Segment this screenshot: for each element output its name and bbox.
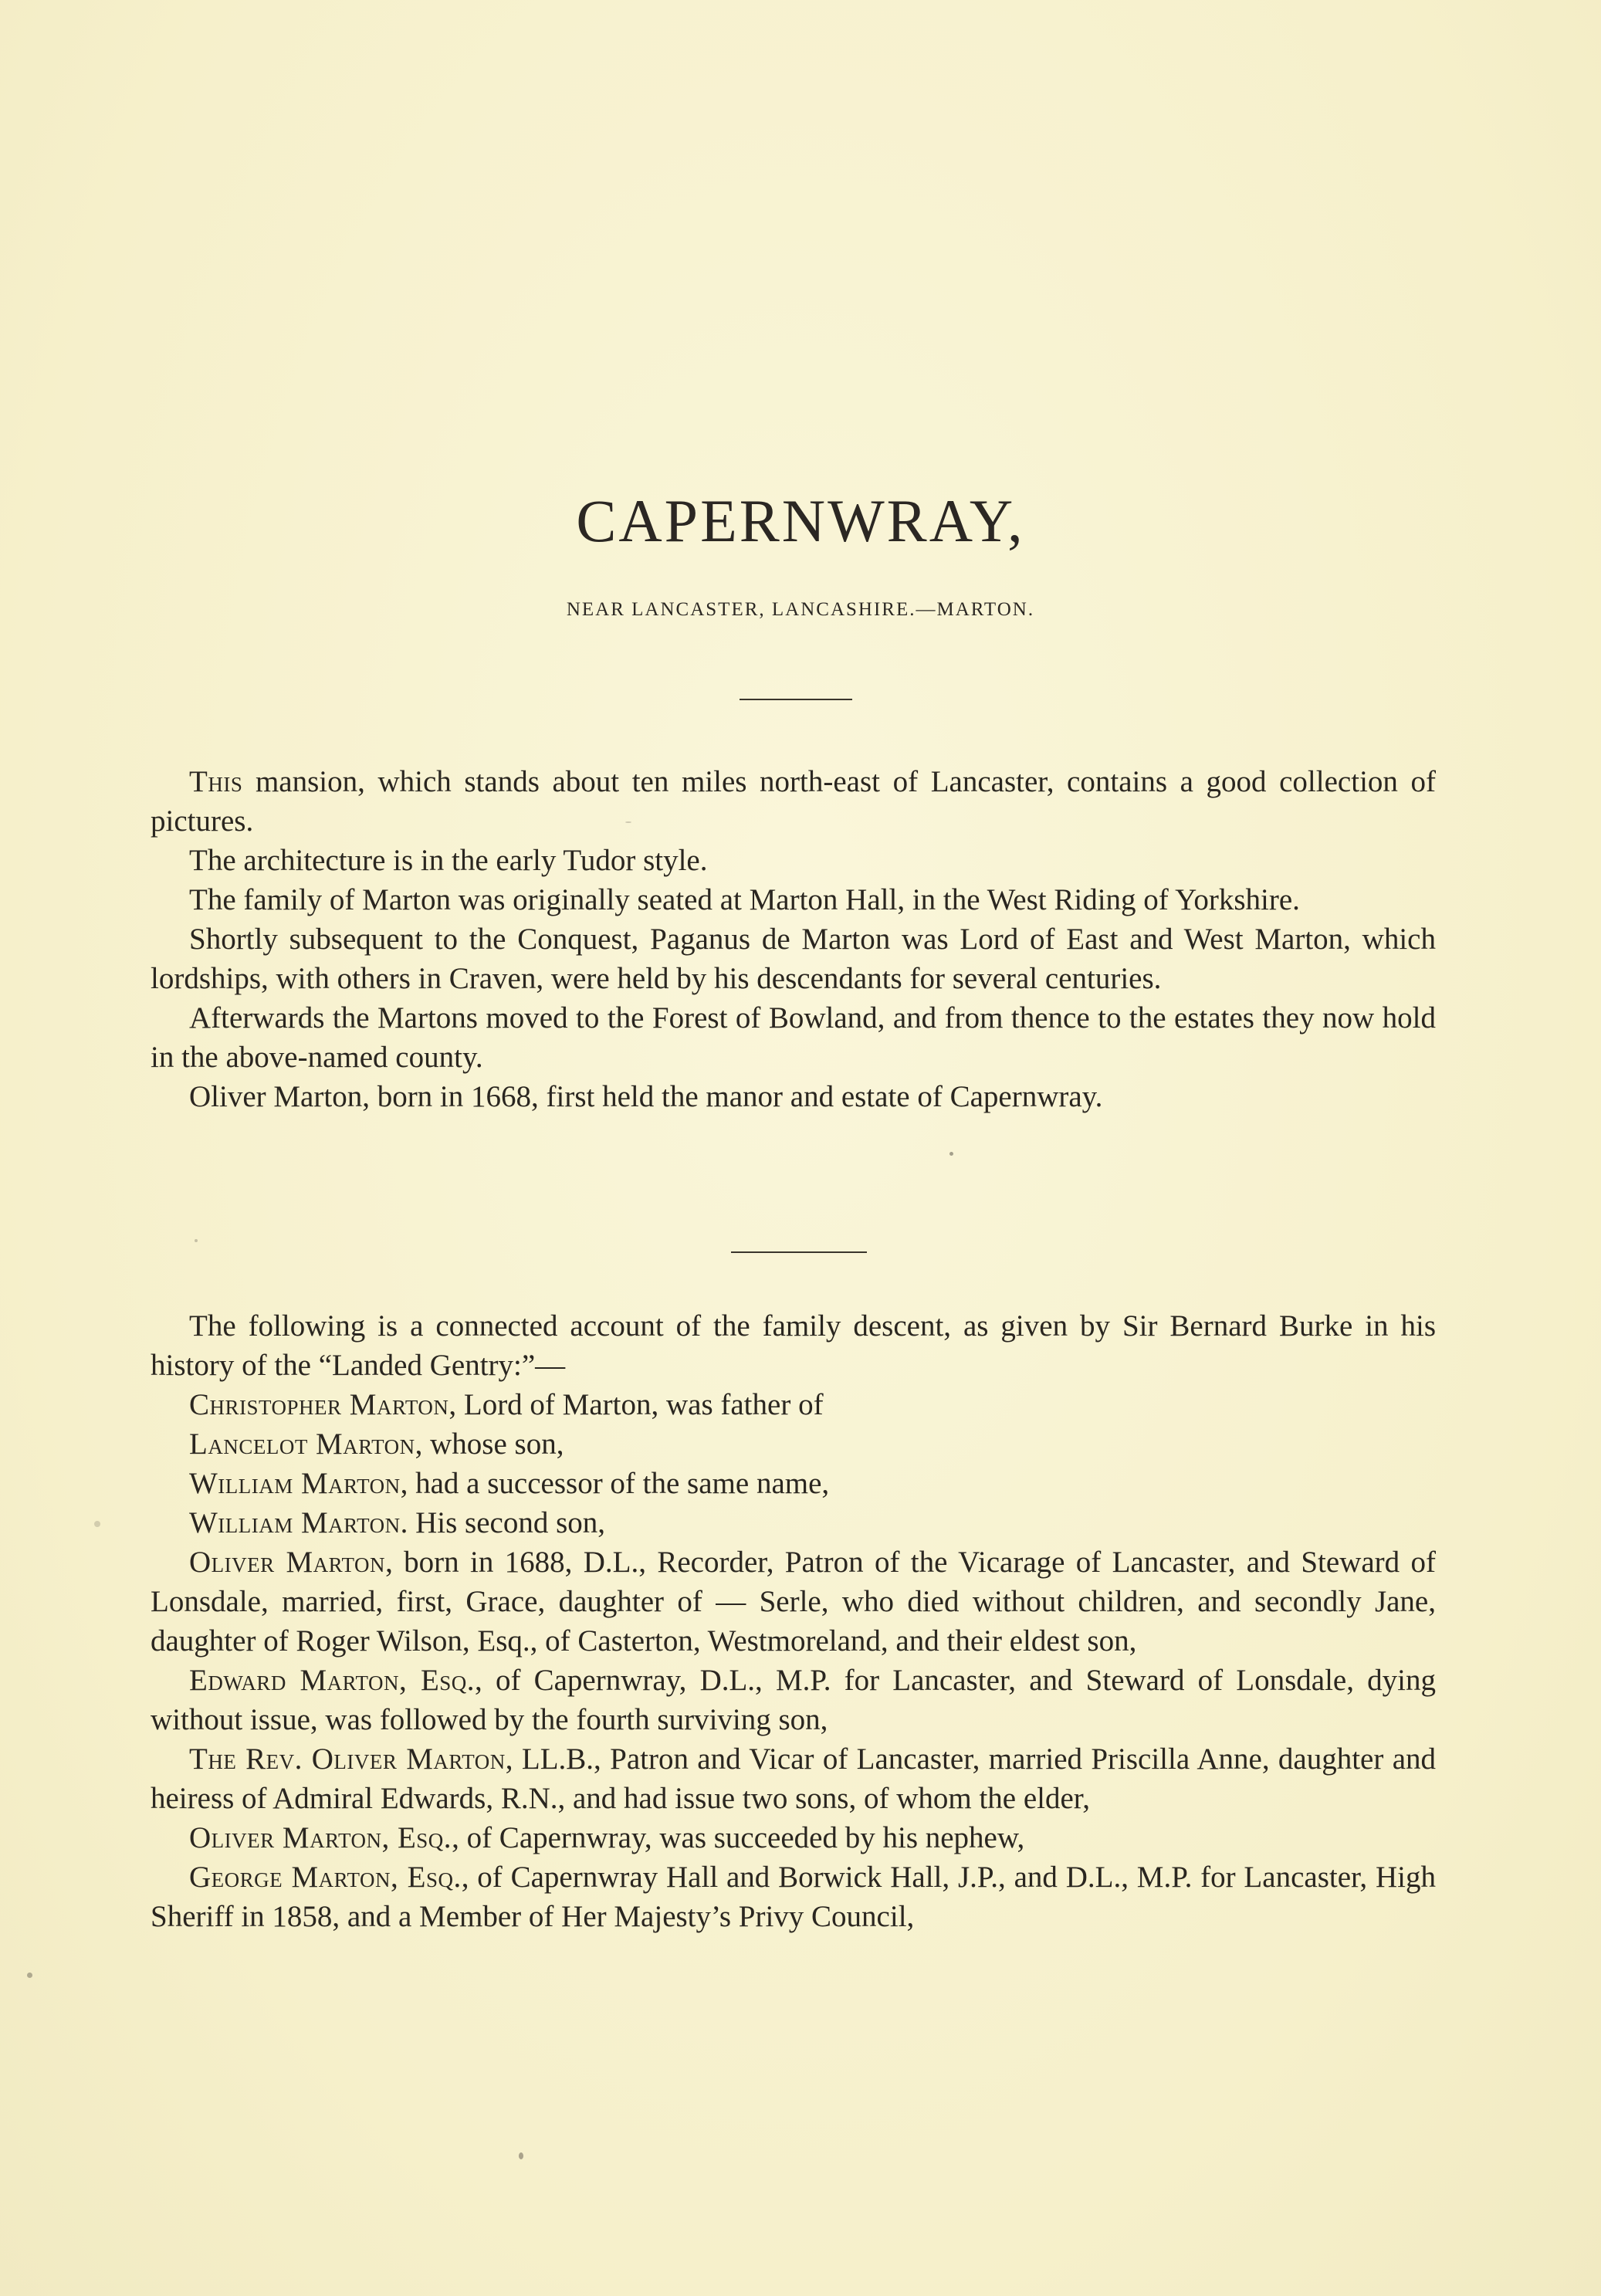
descent-intro-paragraph: The following is a connected account of the family descent, as given by Sir Bernard Burke in his history of the “Landed Gentry:”— [151, 1309, 1436, 1382]
person-name: Edward Marton, Esq. [189, 1664, 476, 1697]
descent-entry: Christopher Marton, Lord of Marton, was father of [189, 1388, 824, 1421]
intro-section [151, 762, 1436, 1116]
descent-entry: Lancelot Marton, whose son, [189, 1427, 564, 1461]
intro-paragraph: The family of Marton was originally seated at Marton Hall, in the West Riding of Yorkshire. [189, 883, 1300, 916]
page-title: CAPERNWRAY, [576, 487, 1025, 554]
page-subtitle: NEAR LANCASTER, LANCASHIRE.—MARTON. [566, 599, 1035, 620]
descent-entry: The Rev. Oliver Marton, LL.B., Patron and Vicar of Lancaster, married Priscilla Anne, daughter and heiress of Admiral Edwards, R.N., and had issue two sons, of whom the elder, [151, 1742, 1437, 1815]
person-name: Lancelot Marton [189, 1427, 415, 1461]
intro-paragraph: This mansion, which stands about ten miles north-east of Lancaster, contains a good collection of pictures. [151, 765, 1436, 838]
person-name: Christopher Marton [189, 1388, 449, 1421]
person-name: The Rev. Oliver Marton [189, 1742, 506, 1776]
paper-speck [94, 1521, 100, 1527]
intro-paragraph: Oliver Marton, born in 1668, first held the manor and estate of Capernwray. [189, 1080, 1103, 1113]
descent-entry: Oliver Marton, Esq., of Capernwray, was succeeded by his nephew, [189, 1821, 1025, 1854]
person-name: George Marton, Esq. [189, 1861, 462, 1894]
paper-speck [625, 821, 631, 823]
descent-section [151, 1306, 1436, 1936]
person-name: Oliver Marton [189, 1546, 386, 1579]
person-name: Oliver Marton, Esq. [189, 1821, 452, 1854]
descent-entry: Edward Marton, Esq., of Capernwray, D.L., M.P. for Lancaster, and Steward of Lonsdale, dying without issue, was followed by the fourth surviving son, [151, 1664, 1436, 1736]
paper-speck [949, 1152, 953, 1156]
intro-paragraph: Shortly subsequent to the Conquest, Paganus de Marton was Lord of East and West Marton, which lordships, with others in Craven, were held by his descendants for several centuries. [151, 923, 1436, 995]
divider-rule [740, 699, 852, 700]
descent-entry: William Marton, had a successor of the same name, [189, 1467, 830, 1500]
paper-speck [519, 2152, 523, 2159]
paper-speck [27, 1973, 32, 1978]
descent-entry: William Marton. His second son, [189, 1506, 606, 1539]
descent-entry: George Marton, Esq., of Capernwray Hall and Borwick Hall, J.P., and D.L., M.P. for Lancaster, High Sheriff in 1858, and a Member of Her Majesty’s Privy Council, [151, 1861, 1437, 1933]
person-name: William Marton [189, 1506, 401, 1539]
intro-paragraph: The architecture is in the early Tudor style. [189, 844, 708, 877]
divider-rule [731, 1251, 867, 1253]
descent-entry: Oliver Marton, born in 1688, D.L., Recorder, Patron of the Vicarage of Lancaster, and Steward of Lonsdale, married, first, Grace, daughter of — Serle, who died without children, and secondly Jane, daughter of Roger Wilson, Esq., of Casterton, Westmoreland, and their eldest son, [151, 1546, 1436, 1658]
person-name: William Marton [189, 1467, 401, 1500]
paper-speck [195, 1239, 198, 1242]
intro-paragraph: Afterwards the Martons moved to the Forest of Bowland, and from thence to the estates they now hold in the above-named county. [151, 1001, 1436, 1074]
drop-word: This [189, 765, 243, 798]
